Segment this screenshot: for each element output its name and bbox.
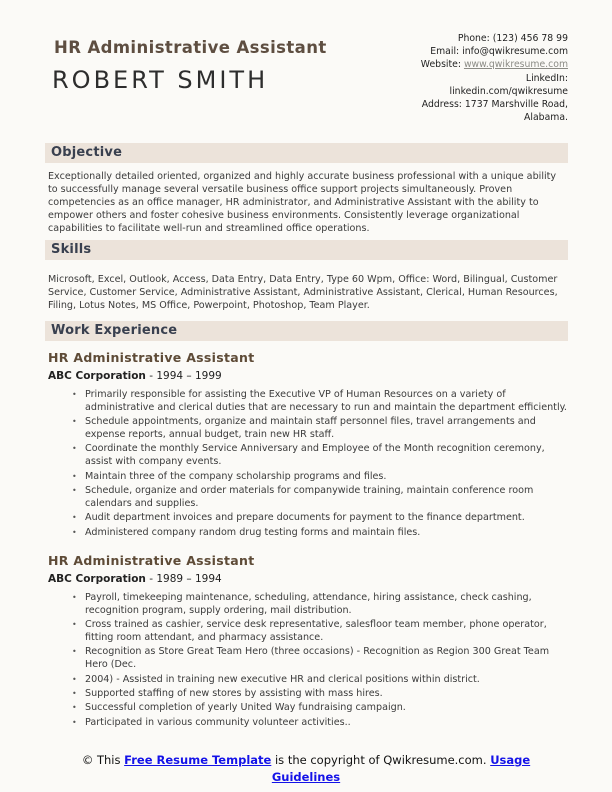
free-resume-template-link[interactable]: Free Resume Template [124,753,272,767]
section-heading-skills: Skills [45,240,568,260]
job2-company: ABC Corporation [48,572,146,585]
bullet-item: • Maintain three of the company scholarship programs and files. [85,471,568,484]
job2-dates: - 1989 – 1994 [145,572,222,585]
job1-dates: - 1994 – 1999 [145,369,222,382]
contact-linkedin-label: LinkedIn: [525,72,568,84]
footer-prefix: © This [81,753,125,767]
header-titles [45,30,333,124]
bullet-item: • 2004) - Assisted in training new executive HR and clerical positions within district. [85,674,568,687]
bullet-item: • Audit department invoices and prepare documents for payment to the finance department. [85,512,568,525]
footer-copyright [61,752,551,786]
person-name: ROBERT SMITH [52,66,269,94]
bullet-item: • Successful completion of yearly United Way fundraising campaign. [85,702,568,715]
contact-website-label: Website: [420,59,464,71]
bullet-item: • Schedule, organize and order materials for companywide training, maintain conference room calendars and supplies. [85,485,568,511]
job-entry-2 [45,553,568,730]
bullet-item: • Administered company random drug testing forms and maintain files. [85,527,568,540]
bullet-item: • Supported staffing of new stores by assisting with mass hires. [85,688,568,701]
job1-bullets [45,389,568,540]
job1-company: ABC Corporation [48,369,146,382]
website-link[interactable]: www.qwikresume.com [463,59,568,71]
bullet-item: • Primarily responsible for assisting the Executive VP of Human Resources on a variety of administrative and clerical duties that are necessary to run and maintain the department efficiently. [85,389,568,415]
contact-linkedin-value: linkedin.com/qwikresume [449,85,568,97]
job-entry-1 [45,350,568,540]
section-heading-objective: Objective [45,143,568,163]
footer-middle: is the copyright of Qwikresume.com. [271,753,491,767]
bullet-item: • Cross trained as cashier, service desk representative, salesfloor team member, phone operator, fitting room attendant, and pharmacy assistance. [85,619,568,645]
skills-text: Microsoft, Excel, Outlook, Access, Data Entry, Data Entry, Type 60 Wpm, Office: Word, Bilingual, Customer Service, Customer Service, Administrative Assistant, Administrative Assistant, Clerical, Human Resources, Filing, Lotus Notes, MS Office, Powerpoint, Photoshop, Team Player. [48,273,558,311]
section-heading-work-experience: Work Experience [45,321,568,341]
job1-company-line [48,370,568,383]
header [45,30,568,124]
bullet-item: • Participated in various community volunteer activities.. [85,717,568,730]
job1-title: HR Administrative Assistant [48,349,255,365]
objective-text: Exceptionally detailed oriented, organized and highly accurate business professional with a unique ability to successfully manage several versatile business office support projects simultaneously. Proven competencies as an office manager, HR administrator, and Administrative Assistant with the ability to empower others and foster cohesive business environments. Consistently leverage organizational capabilities to facilitate well-run and streamlined office operations. [48,171,557,235]
contact-block [333,30,568,124]
contact-phone: Phone: (123) 456 78 99 [457,33,568,44]
document-title: HR Administrative Assistant [54,38,327,57]
bullet-item: • Recognition as Store Great Team Hero (three occasions) - Recognition as Region 300 Great Team Hero (Dec. [85,646,568,672]
contact-website [333,58,568,71]
usage-guidelines-link[interactable]: Usage Guidelines [271,753,531,784]
contact-address-line1: Address: 1737 Marshville Road, [421,99,568,111]
job2-company-line [48,573,568,586]
contact-address-line2: Alabama. [524,112,568,124]
footer [0,752,612,786]
contact-email: Email: info@qwikresume.com [430,46,568,58]
job2-title: HR Administrative Assistant [48,552,255,568]
job2-bullets [45,592,568,730]
bullet-item: • Schedule appointments, organize and maintain staff personnel files, travel arrangements and expense reports, annual budget, train new HR staff. [85,416,568,442]
bullet-item: • Payroll, timekeeping maintenance, scheduling, attendance, hiring assistance, check cashing, recognition program, supply ordering, mail distribution. [85,592,568,618]
bullet-item: • Coordinate the monthly Service Anniversary and Employee of the Month recognition ceremony, assist with company events. [85,443,568,469]
